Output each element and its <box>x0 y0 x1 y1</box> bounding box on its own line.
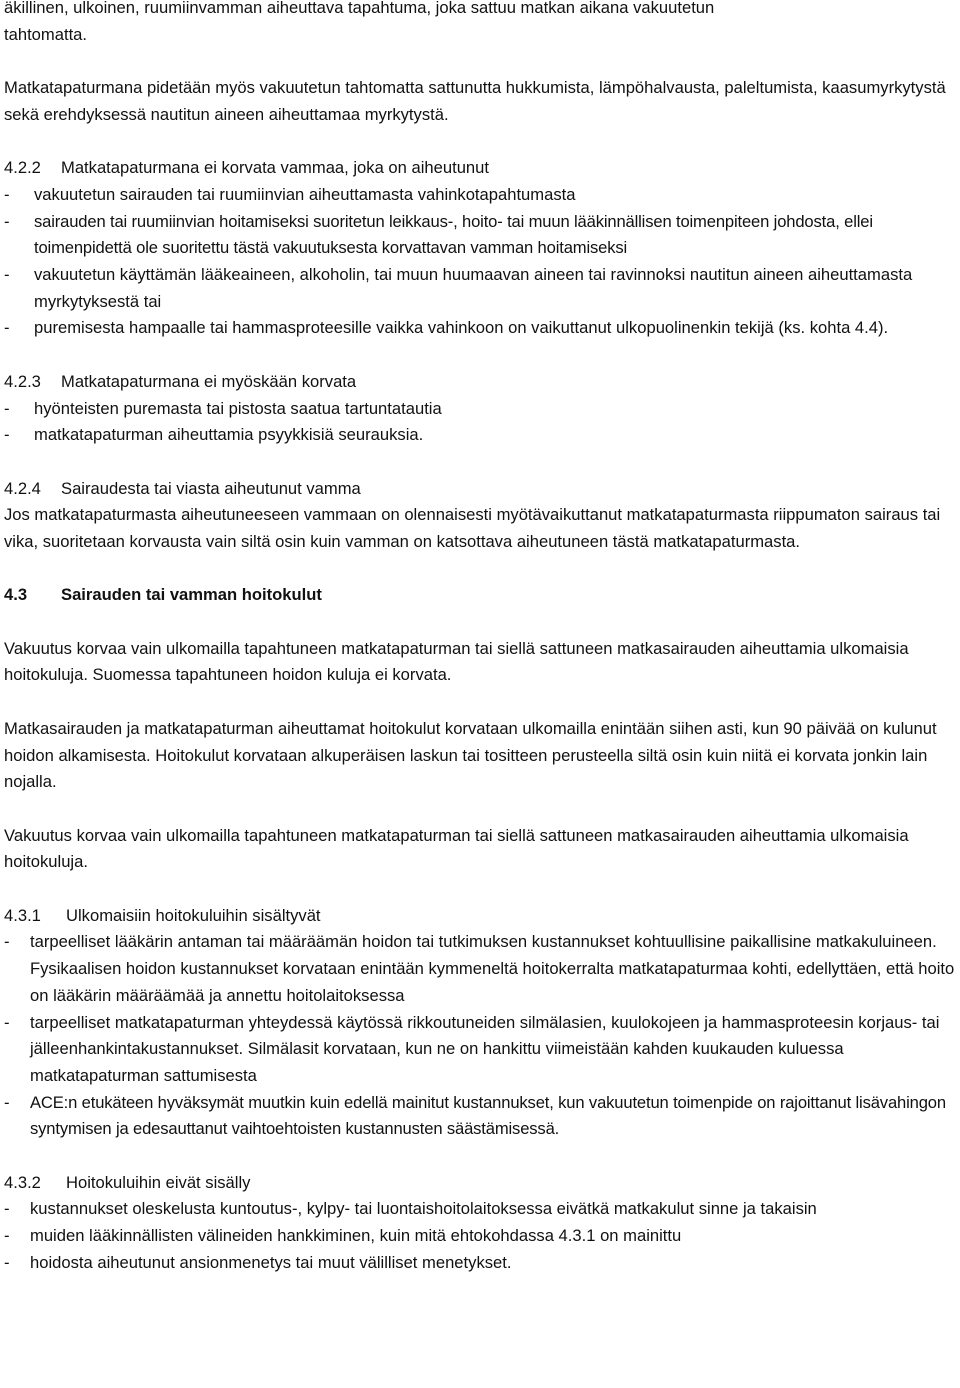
section-number: 4.3.2 <box>4 1172 41 1192</box>
paragraph-also-covered: Matkatapaturmana pidetään myös vakuutetun tahtomatta sattunutta hukkumista, lämpöhalvausta, paleltumista, kaasumyrkytystä sekä erehdyksessä nautitun aineen aiheuttamaa myrkytystä. <box>4 78 946 124</box>
section-4-3-paragraph-3: Vakuutus korvaa vain ulkomailla tapahtuneen matkatapaturman tai siellä sattuneen matkasairauden aiheuttamia ulkomaisia hoitokuluja. <box>4 825 909 872</box>
section-number: 4.2.2 <box>4 158 41 178</box>
list-item-text: tarpeelliset lääkärin antaman tai määräämän hoidon tai tutkimuksen kustannukset kohtuullisine paikallisine matkakuluineen. Fysikaalisen hoidon kustannukset korvataan enintään kymmeneltä hoitokerralta matkatapaturmaa kohti, edellyttäen, että hoito on lääkärin määräämää ja annettu hoitolaitoksessa <box>30 932 955 1005</box>
list-dash: - <box>4 932 10 952</box>
list-item-text: matkatapaturman aiheuttamia psyykkisiä seurauksia. <box>34 425 424 445</box>
section-title: Hoitokuluihin eivät sisälly <box>66 1172 251 1192</box>
list-item-text: ACE:n etukäteen hyväksymät muutkin kuin edellä mainitut kustannukset, kun vakuutetun toimenpide on rajoittanut lisävahingon syntymisen ja edesauttanut vaihtoehtoisten kustannusten säästämisessä. <box>30 1092 946 1139</box>
list-item <box>4 262 960 315</box>
list-item <box>4 1010 960 1090</box>
intro-line-1: äkillinen, ulkoinen, ruumiinvamman aiheuttava tapahtuma, joka sattuu matkan aikana vakuutetun <box>4 0 715 17</box>
list-item-text: hoidosta aiheutunut ansionmenetys tai muut välilliset menetykset. <box>30 1252 512 1272</box>
intro-line-2: tahtomatta. <box>4 24 88 44</box>
list-item-text: hyönteisten puremasta tai pistosta saatua tartuntatautia <box>34 398 442 418</box>
list-item <box>4 182 960 209</box>
section-number: 4.3.1 <box>4 905 41 925</box>
list-dash: - <box>4 1012 10 1032</box>
list-item <box>4 209 960 262</box>
section-number: 4.3 <box>4 585 28 605</box>
list-item-text: muiden lääkinnällisten välineiden hankkiminen, kuin mitä ehtokohdassa 4.3.1 on mainittu <box>30 1226 682 1246</box>
section-4-3-paragraph-1: Vakuutus korvaa vain ulkomailla tapahtuneen matkatapaturman tai siellä sattuneen matkasairauden aiheuttamia ulkomaisia hoitokuluja. Suomessa tapahtuneen hoidon kuluja ei korvata. <box>4 638 909 685</box>
section-title: Ulkomaisiin hoitokuluihin sisältyvät <box>66 905 321 925</box>
section-4-3-paragraph-2: Matkasairauden ja matkatapaturman aiheuttamat hoitokulut korvataan ulkomailla enintään siihen asti, kun 90 päivää on kulunut hoidon alkamisesta. Hoitokulut korvataan alkuperäisen laskun tai tositteen perusteella siltä osin kuin niitä ei korvata jonkin lain nojalla. <box>4 718 937 792</box>
section-title: Sairauden tai vamman hoitokulut <box>61 585 322 605</box>
section-4-2-2-heading <box>4 155 960 182</box>
list-item-text: puremisesta hampaalle tai hammasproteesille vaikka vahinkoon on vaikuttanut ulkopuolinenkin tekijä (ks. kohta 4.4). <box>34 318 889 338</box>
list-dash: - <box>4 184 10 204</box>
list-item-text: sairauden tai ruumiinvian hoitamiseksi suoritetun leikkaus-, hoito- tai muun lääkinnällisen toimenpiteen johdosta, ellei toimenpidettä ole suoritettu tästä vakuutuksesta korvattavan vamman hoitamiseksi <box>34 211 873 258</box>
section-number: 4.2.3 <box>4 371 41 391</box>
list-dash: - <box>4 1252 10 1272</box>
list-dash: - <box>4 211 10 231</box>
list-item <box>4 1250 960 1277</box>
section-number: 4.2.4 <box>4 478 41 498</box>
list-item-text: vakuutetun käyttämän lääkeaineen, alkoholin, tai muun huumaavan aineen tai ravinnoksi nautitun aineen aiheuttamasta myrkytyksestä tai <box>34 265 913 311</box>
section-4-2-3-heading <box>4 369 960 396</box>
list-dash: - <box>4 265 10 284</box>
list-item <box>4 1196 960 1223</box>
section-4-2-4-body: Jos matkatapaturmasta aiheutuneeseen vammaan on olennaisesti myötävaikuttanut matkatapaturmasta riippumaton sairaus tai vika, suoritetaan korvausta vain siltä osin kuin vamman on katsottava aiheutuneen tästä matkatapaturmasta. <box>4 505 941 551</box>
list-item <box>4 396 960 423</box>
section-title: Sairaudesta tai viasta aiheutunut vamma <box>61 478 361 498</box>
list-dash: - <box>4 1226 10 1246</box>
document-page <box>4 0 960 1277</box>
list-item <box>4 1090 960 1143</box>
list-item-text: vakuutetun sairauden tai ruumiinvian aiheuttamasta vahinkotapahtumasta <box>34 184 576 204</box>
list-item <box>4 422 960 449</box>
section-4-3-1-heading <box>4 903 960 930</box>
list-dash: - <box>4 1092 10 1112</box>
list-item <box>4 315 960 342</box>
section-title: Matkatapaturmana ei korvata vammaa, joka on aiheutunut <box>61 158 489 178</box>
list-item-text: tarpeelliset matkatapaturman yhteydessä käytössä rikkoutuneiden silmälasien, kuulokojeen ja hammasproteesin korjaus- tai jälleenhankintakustannukset. Silmälasit korvataan, kun ne on hankittu viimeistään kahden kuukauden kuluessa matkatapaturman sattumisesta <box>30 1012 940 1085</box>
list-dash: - <box>4 1199 10 1219</box>
list-item-text: kustannukset oleskelusta kuntoutus-, kylpy- tai luontaishoitolaitoksessa eivätkä matkakulut sinne ja takaisin <box>30 1199 817 1219</box>
section-4-3-heading <box>4 582 960 609</box>
list-item <box>4 929 960 1009</box>
section-4-2-4-heading <box>4 476 960 503</box>
list-item <box>4 1223 960 1250</box>
list-dash: - <box>4 425 10 445</box>
list-dash: - <box>4 398 10 418</box>
list-dash: - <box>4 318 10 338</box>
section-title: Matkatapaturmana ei myöskään korvata <box>61 371 357 391</box>
section-4-3-2-heading <box>4 1170 960 1197</box>
